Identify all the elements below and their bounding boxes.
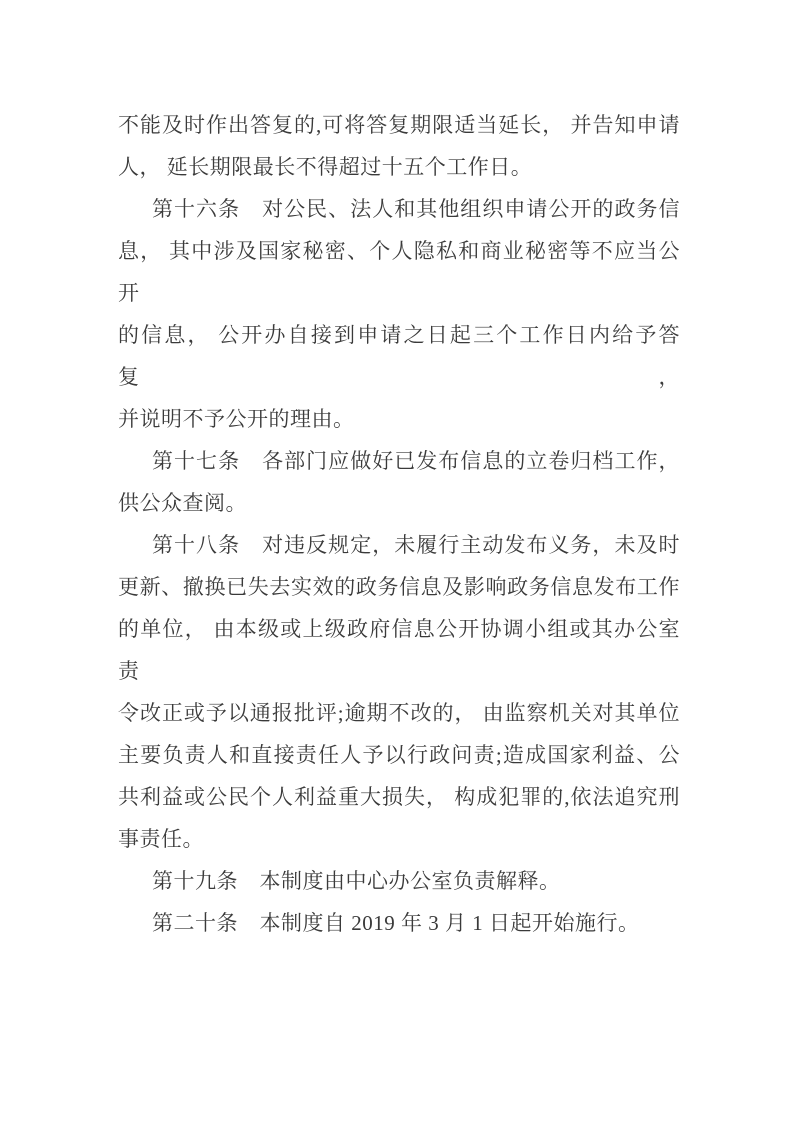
text-line: 人， 延长期限最长不得超过十五个工作日。 [118,155,533,179]
text-line: 第十六条 对公民、法人和其他组织申请公开的政务信 [152,197,680,221]
text-line: 第二十条 本制度自 2019 年 3 月 1 日起开始施行。 [152,911,640,935]
text-line: 令改正或予以通报批评;逾期不改的， 由监察机关对其单位 [118,701,680,725]
text-line: 的单位， 由本级或上级政府信息公开协调小组或其办公室责 [118,617,680,683]
text-line: 第十八条 对违反规定，未履行主动发布义务，未及时 [152,533,680,557]
text-line: 第十七条 各部门应做好已发布信息的立卷归档工作， [152,449,680,473]
text-line: 供公众查阅。 [118,491,247,515]
text-line: 主要负责人和直接责任人予以行政问责;造成国家利益、公 [118,743,680,767]
text-line: 的信息， 公开办自接到申请之日起三个工作日内给予答复， [118,323,680,389]
text-line: 息， 其中涉及国家秘密、个人隐私和商业秘密等不应当公开 [118,239,680,305]
text-line: 更新、撤换已失去实效的政务信息及影响政务信息发布工作 [118,575,680,599]
document-body [118,104,680,944]
text-line: 并说明不予公开的理由。 [118,407,355,431]
text-line: 共利益或公民个人利益重大损失， 构成犯罪的,依法追究刑 [118,785,680,809]
text-line: 不能及时作出答复的,可将答复期限适当延长， 并告知申请 [118,113,680,137]
text-line: 第十九条 本制度由中心办公室负责解释。 [152,869,561,893]
text-line: 事责任。 [118,827,204,851]
